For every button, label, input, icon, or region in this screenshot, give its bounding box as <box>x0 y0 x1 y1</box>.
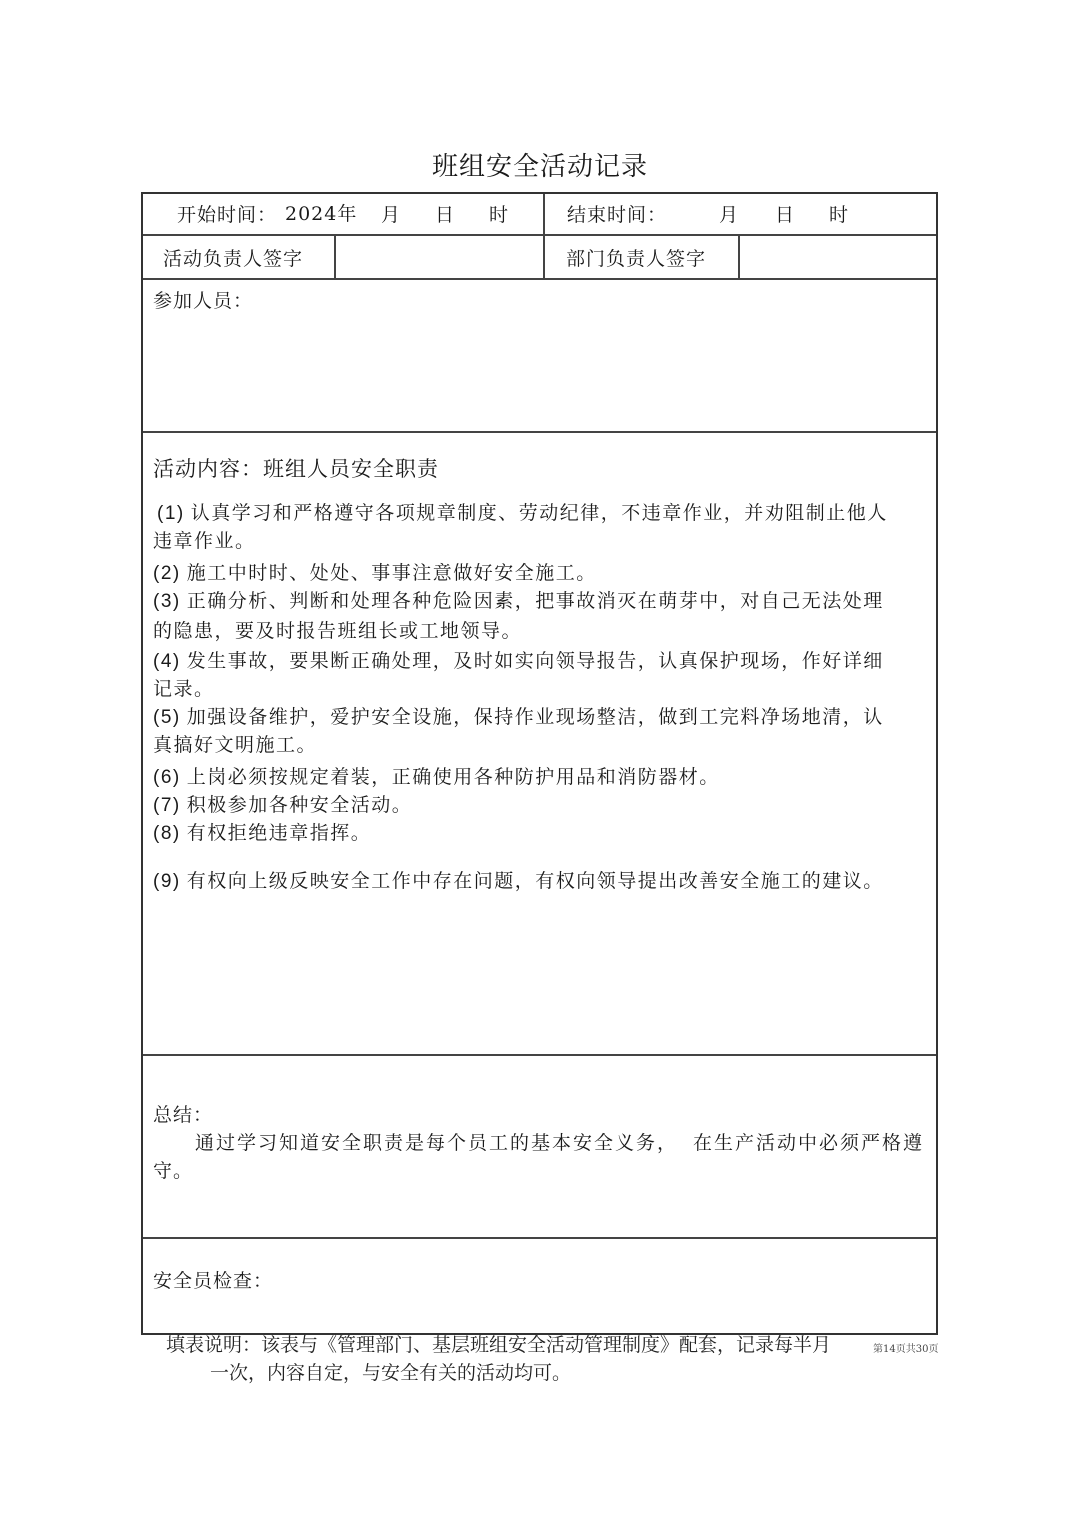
column-divider <box>543 194 545 278</box>
content-item-7: (7) 积极参加各种安全活动。 <box>153 794 413 816</box>
item-number: (7) <box>153 795 181 816</box>
content-item-5-cont: 真搞好文明施工。 <box>153 734 318 756</box>
page-title: 班组安全活动记录 <box>431 152 648 182</box>
content-item-8: (8) 有权拒绝违章指挥。 <box>153 822 372 844</box>
start-day-label: 日 <box>435 204 456 226</box>
row-divider <box>143 1054 936 1056</box>
item-number: (8) <box>153 823 181 844</box>
summary-text-part1: 通过学习知道安全职责是每个员工的基本安全义务， <box>195 1132 679 1154</box>
content-item-4-cont: 记录。 <box>153 678 215 700</box>
item-number: (9) <box>153 871 181 892</box>
safety-check-label: 安全员检查： <box>153 1270 274 1292</box>
row-divider <box>143 234 936 236</box>
content-item-9: (9) 有权向上级反映安全工作中存在问题，有权向领导提出改善安全施工的建议。 <box>153 870 884 892</box>
end-time-label: 结束时间： <box>567 204 668 226</box>
activity-record-form <box>141 192 938 1335</box>
row-divider <box>143 1237 936 1239</box>
item-number: (1) <box>157 503 185 524</box>
row-divider <box>143 278 936 280</box>
item-number: (2) <box>153 563 181 584</box>
summary-label: 总结： <box>153 1104 214 1126</box>
end-month-label: 月 <box>719 204 740 226</box>
content-item-4: (4) 发生事故，要果断正确处理，及时如实向领导报告，认真保护现场，作好详细 <box>153 650 884 672</box>
end-day-label: 日 <box>775 204 796 226</box>
content-item-3-cont: 的隐患，要及时报告班组长或工地领导。 <box>153 620 523 642</box>
content-item-2: (2) 施工中时时、处处、事事注意做好安全施工。 <box>153 562 597 584</box>
end-hour-label: 时 <box>829 204 850 226</box>
dept-sign-label: 部门负责人签字 <box>566 248 707 270</box>
summary-text-part2: 在生产活动中必须严格遵 <box>693 1132 925 1154</box>
item-number: (6) <box>153 767 181 788</box>
item-number: (3) <box>153 591 181 612</box>
form-instructions-line2: 一次，内容自定，与安全有关的活动均可。 <box>210 1362 572 1384</box>
start-time-label: 开始时间： <box>177 204 278 226</box>
content-item-3: (3) 正确分析、判断和处理各种危险因素，把事故消灭在萌芽中，对自己无法处理 <box>153 590 884 612</box>
start-hour-label: 时 <box>489 204 510 226</box>
summary-text-line2: 守。 <box>153 1160 194 1182</box>
page-number: 第14页共30页 <box>873 1344 939 1355</box>
item-number: (5) <box>153 707 181 728</box>
content-item-5: (5) 加强设备维护，爱护安全设施，保持作业现场整洁，做到工完料净场地清，认 <box>153 706 884 728</box>
row-divider <box>143 431 936 433</box>
column-divider <box>738 234 740 278</box>
content-item-1-cont: 违章作业。 <box>153 530 256 552</box>
item-number: (4) <box>153 651 181 672</box>
start-year: 2024年 <box>285 203 358 225</box>
form-instructions-line1: 填表说明：该表与《管理部门、基层班组安全活动管理制度》配套，记录每半月 <box>166 1334 832 1356</box>
participants-label: 参加人员： <box>153 290 254 312</box>
content-item-6: (6) 上岗必须按规定着装，正确使用各种防护用品和消防器材。 <box>153 766 720 788</box>
leader-sign-label: 活动负责人签字 <box>163 248 304 270</box>
start-month-label: 月 <box>381 204 402 226</box>
content-heading: 活动内容：班组人员安全职责 <box>153 457 439 481</box>
column-divider <box>334 234 336 278</box>
content-item-1: (1) 认真学习和严格遵守各项规章制度、劳动纪律，不违章作业，并劝阻制止他人 <box>157 502 888 524</box>
